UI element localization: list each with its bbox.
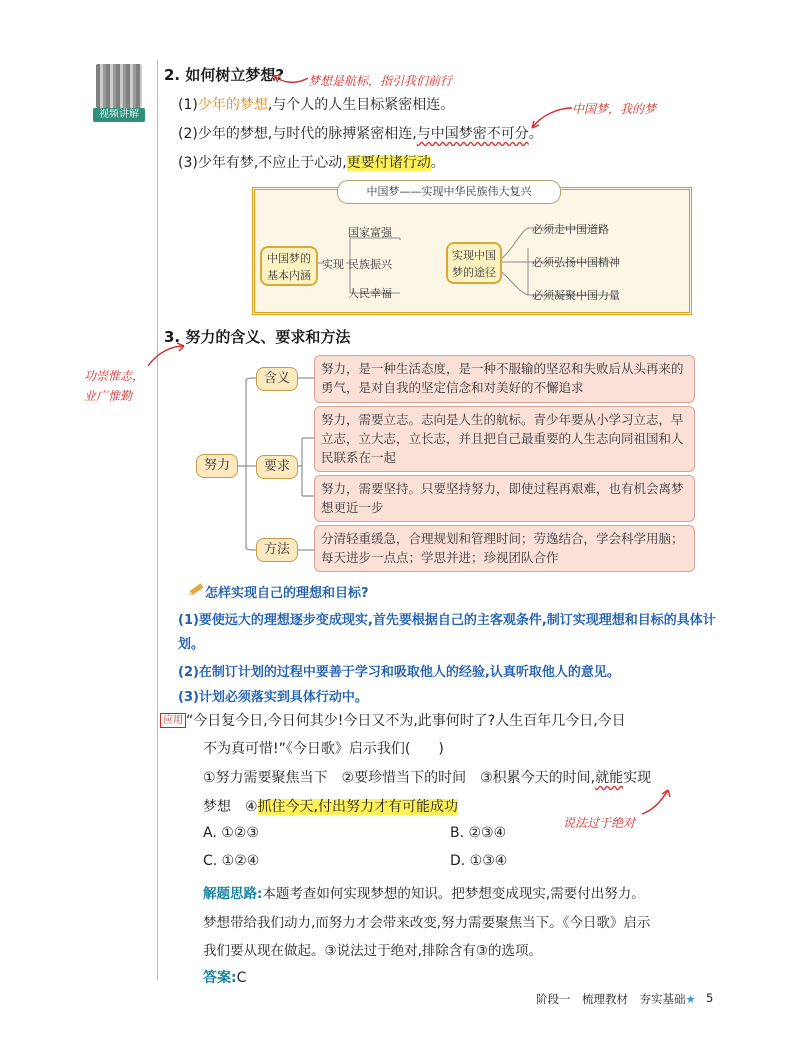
section2-item2: (2)少年的梦想,与时代的脉搏紧密相连,与中国梦密不可分。 [178, 126, 543, 142]
map1-right-item: 必须凝聚中国力量 [532, 289, 620, 302]
analysis-line3: 我们要从现在做起。③说法过于绝对,排除含有③的选项。 [203, 943, 542, 959]
answer: 答案:C [203, 970, 247, 986]
map1-right-node: 实现中国梦的途径 [446, 242, 502, 284]
tips-item1: (1)要使远大的理想逐步变成现实,首先要根据自己的主客观条件,制订实现理想和目标的具体计划。 [178, 613, 716, 652]
section2-item1: (1)少年的梦想,与个人的人生目标紧密相连。 [178, 97, 455, 113]
choice-a: A. ①②③ [203, 825, 259, 841]
note-arrow-icon [270, 68, 310, 90]
meaning-box: 努力，是一种生活态度，是一种不服输的坚忍和失败后从头再来的勇气，是对自我的坚定信念和对美好的不懈追求 [314, 355, 695, 403]
apply-options-line2: 梦想 ④抓住今天,付出努力才有可能成功 [203, 799, 459, 815]
tips-item3: (3)计划必须落实到具体行动中。 [178, 690, 368, 705]
section2-heading: 2. 如何树立梦想? [164, 66, 285, 84]
apply-stem-line1: “今日复今日,今日何其少!今日又不为,此事何时了?人生百年几今日,今日 [186, 713, 626, 729]
analysis-line2: 梦想带给我们动力,而努力才会带来改变,努力需要聚焦当下。《今日歌》启示 [203, 915, 651, 931]
branch-meaning: 含义 [256, 367, 298, 391]
analysis-line1: 解题思路:本题考查如何实现梦想的知识。把梦想变成现实,需要付出努力。 [203, 886, 645, 902]
require1-box: 努力，需要立志。志向是人生的航标。青少年要从小学习立志，早立志，立大志，立长志，并且把自己最重要的人生志向同祖国和人民联系在一起 [314, 406, 695, 472]
pencil-icon [187, 580, 205, 598]
star-icon: ★ [685, 992, 696, 1006]
branch-method: 方法 [256, 538, 298, 562]
choice-d: D. ①③④ [450, 853, 508, 869]
map1-left-item: 人民幸福 [348, 287, 392, 300]
note-arrow-icon [640, 786, 680, 818]
section2-item3: (3)少年有梦,不应止于心动,更要付诸行动。 [178, 155, 445, 171]
qr-code-icon[interactable] [96, 64, 142, 108]
map1-left-item: 国家富强 [348, 226, 392, 239]
footer-text: 阶段一 梳理教材 夯实基础★ [536, 992, 696, 1006]
choice-c: C. ①②④ [203, 853, 260, 869]
map1-right-item: 必须走中国道路 [532, 223, 609, 236]
page-number: 5 [706, 991, 714, 1005]
map1-right-item: 必须弘扬中国精神 [532, 256, 620, 269]
branch-require: 要求 [256, 455, 298, 479]
apply-stem-line2: 不为真可惜!”《今日歌》启示我们( ) [203, 741, 444, 757]
map1-connector-label: 实现 [322, 258, 344, 271]
apply-options-line1: ①努力需要聚焦当下 ②要珍惜当下的时间 ③积累今天的时间,就能实现 [203, 770, 652, 786]
note-arrow-icon [144, 340, 190, 370]
apply-badge: 应用 [160, 713, 186, 728]
tips-question: 怎样实现自己的理想和目标? [205, 586, 369, 601]
method-box: 分清轻重缓急，合理规划和管理时间；劳逸结合，学会科学用脑；每天进步一点点；学思并进；珍视团队合作 [314, 525, 695, 572]
section3-heading: 3. 努力的含义、要求和方法 [164, 328, 351, 346]
map2-root: 努力 [196, 454, 238, 478]
note-heading: 梦想是航标，指引我们前行 [308, 74, 453, 88]
video-label: 视频讲解 [93, 108, 145, 122]
note-arrow-icon [528, 102, 574, 132]
tips-item2: (2)在制订计划的过程中要善于学习和吸取他人的经验,认真听取他人的意见。 [178, 665, 620, 680]
map-title: 中国梦——实现中华民族伟大复兴 [337, 180, 561, 204]
map1-left-node: 中国梦的基本内涵 [260, 246, 318, 286]
apply-note: 说法过于绝对 [563, 816, 636, 830]
margin-divider [157, 60, 158, 980]
note-left: 功崇惟志，业广惟勤 [84, 369, 145, 403]
map1-left-item: 民族振兴 [348, 258, 392, 271]
choice-b: B. ②③④ [450, 825, 507, 841]
note-item2: 中国梦，我的梦 [572, 102, 657, 116]
require2-box: 努力，需要坚持。只要坚持努力，即使过程再艰难，也有机会离梦想更近一步 [314, 475, 695, 522]
